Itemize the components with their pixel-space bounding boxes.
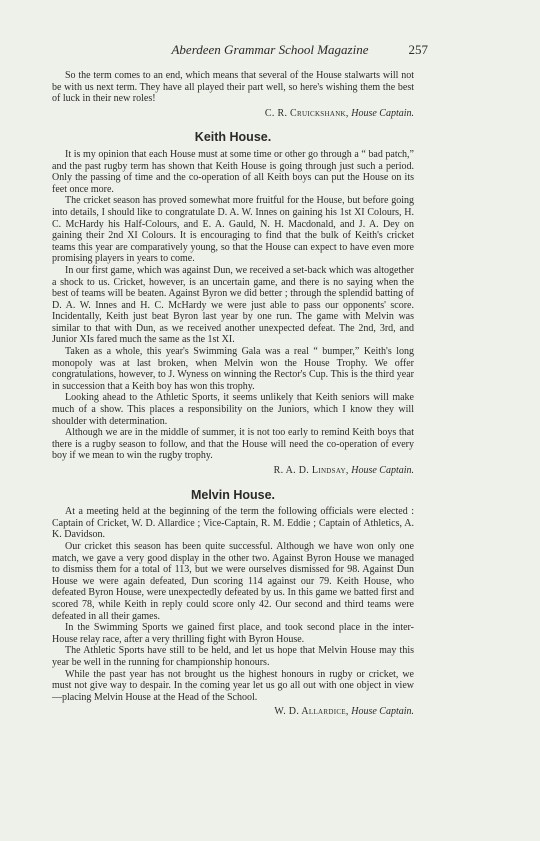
keith-paragraph: Although we are in the middle of summer, it is not too early to remind Keith boys that there is a rugby season to follow, and that the House will need the co-operation of every boy if we mean to win the rugby trophy. xyxy=(52,427,414,462)
signature-role: House Captain. xyxy=(351,465,414,476)
page-header xyxy=(0,42,540,60)
keith-paragraph: In our first game, which was against Dun, we received a set-back which was altogether a shock to us. Cricket, however, is an uncertain game, and there is no saying when the best of teams will be beaten. Against Byron we did better ; through the splendid batting of D. A. W. Innes and H. C. McHardy we were just able to pass our opponents' score. Incidentally, Keith just beat Byron last year by one run. The game with Melvin was similar to that with Dun, as we received another unexpected defeat. The 2nd, 3rd, and Junior XIs fared much the same as the 1st XI. xyxy=(52,264,414,346)
keith-paragraph: Taken as a whole, this year's Swimming Gala was a real “ bumper,” Keith's long monopoly was at last broken, when Melvin won the House Trophy. We offer congratulations, however, to J. Wyness on winning the Rector's Cup. This is the third year in succession that a Keith boy has won this trophy. xyxy=(52,346,414,392)
melvin-signature xyxy=(52,706,414,718)
signature-role: House Captain. xyxy=(351,706,414,718)
intro-paragraph: So the term comes to an end, which means that several of the House stalwarts will not be with us next term. They have all played their part well, so here's wishing them the best of luck in their new roles! xyxy=(52,70,414,105)
melvin-paragraph: While the past year has not brought us the highest honours in rugby or cricket, we must not give way to despair. In the coming year let us go all out with one object in view—placing Melvin House at the Head of the School. xyxy=(52,668,414,703)
keith-house-section xyxy=(52,132,414,476)
melvin-house-heading: Melvin House. xyxy=(190,487,276,502)
melvin-paragraph: Our cricket this season has been quite successful. Although we have won only one match, we gave a very good display in the other two. Against Byron House we managed to dismiss them for a total of 113, but we were ourselves dismissed for 98. Against Dun House we were again defeated, Dun scoring 114 against our 79. Keith House, who defeated Byron House, were unexpectedly defeated by us. In this game we batted first and scored 78, while Keith in reply could score only 42. Our second and third teams were defeated in all their games. xyxy=(52,540,414,622)
signature-name: W. D. Allardice, xyxy=(274,706,349,718)
keith-paragraph: The cricket season has proved somewhat more fruitful for the House, but before going into details, I should like to congratulate D. A. W. Innes on gaining his 1st XI Colours, H. C. McHardy his Half-Colours, and E. A. Gauld, N. H. Macdonald, and J. A. Dey on gaining their 2nd XI Colours. It is encouraging to find that the bulk of Keith's cricket teams this year are comparatively young, so that the House can expect to have even more promising players in years to come. xyxy=(52,195,414,265)
keith-paragraph: It is my opinion that each House must at some time or other go through a “ bad patch,” and the past rugby term has shown that Keith House is going through just such a period. Only the passing of time and the co-operation of all Keith boys can put the House on its feet once more. xyxy=(52,148,414,195)
melvin-paragraph: At a meeting held at the beginning of the term the following officials were elected : Captain of Cricket, W. D. Allardice ; Vice-Captain, R. M. Eddie ; Captain of Athletics, A. K. Davidson. xyxy=(52,506,414,541)
intro-signature xyxy=(52,108,414,120)
intro-section xyxy=(52,70,414,119)
melvin-house-section xyxy=(52,487,414,718)
keith-signature xyxy=(52,465,414,477)
melvin-paragraph: The Athletic Sports have still to be held, and let us hope that Melvin House may this year be well in the running for championship honours. xyxy=(52,645,414,668)
signature-name: C. R. Cruickshank, xyxy=(264,107,349,119)
signature-role: House Captain. xyxy=(351,107,414,119)
keith-paragraph: Looking ahead to the Athletic Sports, it seems unlikely that Keith seniors will make much of a show. This places a responsibility on the Juniors, which I know they will shoulder with determination. xyxy=(52,392,414,427)
magazine-title: Aberdeen Grammar School Magazine xyxy=(171,42,369,57)
article-body xyxy=(52,70,414,718)
signature-name: R. A. D. Lindsay, xyxy=(273,465,349,476)
keith-house-heading: Keith House. xyxy=(194,130,272,145)
page-number: 257 xyxy=(408,42,428,57)
melvin-paragraph: In the Swimming Sports we gained first place, and took second place in the inter-House relay race, after a very thrilling fight with Byron House. xyxy=(52,622,414,645)
